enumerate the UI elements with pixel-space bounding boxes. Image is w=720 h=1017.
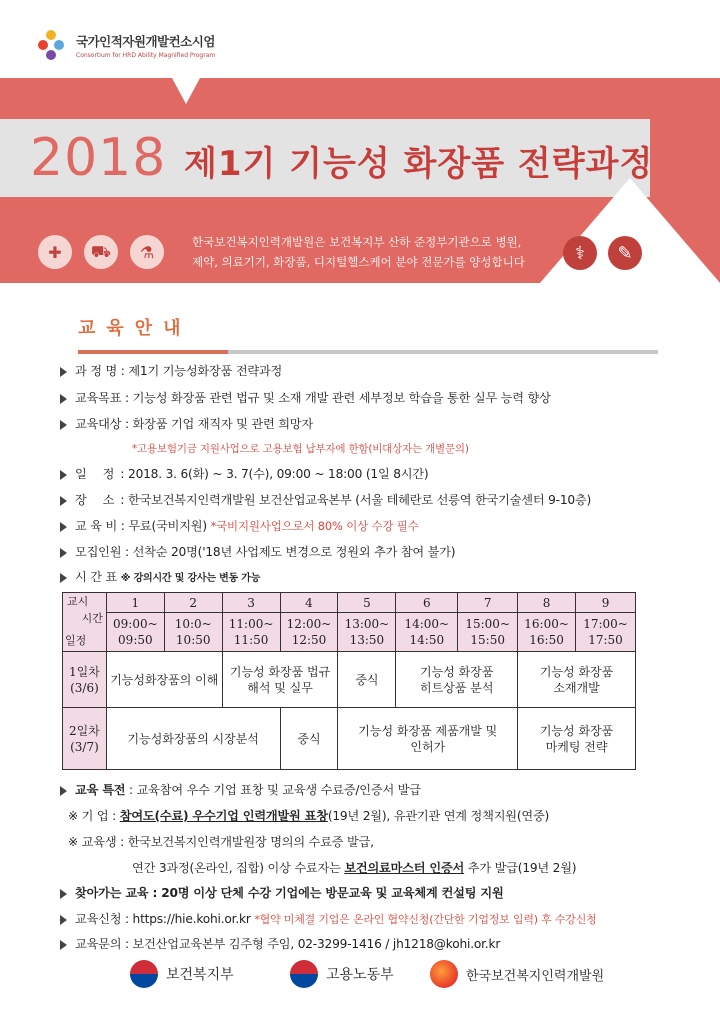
time-cell: 12:00~ 12:50 — [280, 613, 338, 652]
bullet-arrow-icon — [60, 915, 67, 925]
day1-session-4: 기능성 화장품 소재개발 — [518, 652, 636, 708]
info-fee: 교 육 비 : 무료(국비지원) *국비지원사업으로서 80% 이상 수강 필수 — [60, 517, 419, 534]
timetable-note: ※ 강의시간 및 강사는 변동 가능 — [120, 573, 261, 584]
consortium-logo-icon — [36, 28, 70, 62]
benefits-company — [68, 807, 549, 824]
period-cell: 2 — [164, 593, 222, 613]
consortium-subtitle: Consortium for HRD Ability Magnified Program — [76, 51, 216, 59]
student-value: 한국보건복지인력개발원장 명의의 수료증 발급, — [127, 835, 374, 849]
course-title: 제1기 기능성 화장품 전략과정 — [184, 144, 654, 184]
period-cell: 4 — [280, 593, 338, 613]
student-line2-pre: 연간 3과정(온라인, 집합) 이상 수료자는 — [132, 861, 341, 875]
corner-time: 시간 — [81, 612, 103, 625]
period-cell: 9 — [576, 593, 636, 613]
day2-lunch: 중식 — [280, 708, 338, 770]
period-cell: 8 — [518, 593, 576, 613]
period-cell: 5 — [338, 593, 396, 613]
schedule-table — [62, 592, 636, 770]
student-label: ※ 교육생 : — [68, 835, 124, 849]
footer-logo-mohw — [130, 960, 234, 988]
place-label: 장 소 — [75, 493, 121, 507]
consortium-logo — [36, 28, 215, 62]
bullet-arrow-icon — [60, 889, 67, 899]
time-cell: 17:00~ 17:50 — [576, 613, 636, 652]
benefits-value: : 교육참여 우수 기업 표창 및 교육생 수료증/인증서 발급 — [129, 783, 421, 797]
date-label: 일 정 — [75, 467, 121, 481]
recruit-label: 모집인원 — [75, 545, 122, 559]
bullet-arrow-icon — [60, 394, 67, 404]
student-line2-bold: 보건의료마스터 인증서 — [344, 861, 465, 875]
fee-label: 교 육 비 — [75, 519, 118, 533]
course-label: 과 정 명 — [75, 364, 118, 378]
day1-lunch: 중식 — [338, 652, 396, 708]
bullet-arrow-icon — [60, 786, 67, 796]
day1-session-2: 기능성 화장품 법규 해석 및 실무 — [222, 652, 338, 708]
place-value: 한국보건복지인력개발원 보건산업교육본부 (서울 테헤란로 선릉역 한국기술센터 9-10층) — [128, 493, 592, 507]
benefits — [60, 781, 421, 798]
bullet-arrow-icon — [60, 367, 67, 377]
syringe-icon: ✎ — [608, 236, 642, 270]
footer-org3: 한국보건복지인력개발원 — [466, 968, 605, 984]
footer-logo-kohi — [430, 960, 604, 988]
footer-logo-moel — [290, 960, 394, 988]
corner-day: 일정 — [65, 634, 87, 647]
student-line2-post: 추가 발급(19년 2월) — [467, 861, 577, 875]
benefits-label: 교육 특전 — [75, 783, 126, 797]
bullet-arrow-icon — [60, 548, 67, 558]
day1-row — [63, 652, 636, 708]
info-course: 과 정 명 : 제1기 기능성화장품 전략과정 — [60, 362, 282, 379]
bullet-arrow-icon — [60, 940, 67, 950]
goal-label: 교육목표 — [75, 391, 122, 405]
info-recruit: 모집인원 : 선착순 20명('18년 사업제도 변경으로 정원외 추가 참여 불가) — [60, 543, 455, 560]
benefits-student-line2 — [132, 859, 576, 876]
bandage-icon: ✚ — [38, 235, 72, 269]
banner-desc-line1: 한국보건복지인력개발원은 보건복지부 산하 준정부기관으로 병원, — [192, 235, 522, 249]
time-cell: 14:00~ 14:50 — [396, 613, 458, 652]
company-rest: (19년 2월), 유관기관 연계 정책지원(연중) — [327, 809, 550, 823]
apply-label: 교육신청 : https://hie.kohi.or.kr — [75, 912, 251, 926]
target-label: 교육대상 — [75, 417, 122, 431]
day2-label-cell: 2일차 (3/7) — [63, 708, 107, 770]
course-year: 2018 — [30, 128, 167, 188]
corner-cell — [63, 593, 107, 652]
visit-text: 찾아가는 교육 : 20명 이상 단체 수강 기업에는 방문교육 및 교육체계 컨설팅 지원 — [75, 886, 504, 900]
bullet-arrow-icon — [60, 522, 67, 532]
fee-note: *국비지원사업으로서 80% 이상 수강 필수 — [210, 519, 419, 533]
taeguk-icon — [290, 960, 318, 988]
date-value: 2018. 3. 6(화) ~ 3. 7(수), 09:00 ~ 18:00 (1일 8시간) — [128, 467, 429, 481]
period-cell: 3 — [222, 593, 280, 613]
time-cell: 09:00~ 09:50 — [106, 613, 164, 652]
day2-session-2: 기능성 화장품 제품개발 및 인허가 — [338, 708, 518, 770]
time-cell: 11:00~ 11:50 — [222, 613, 280, 652]
goal-value: 기능성 화장품 관련 법규 및 소재 개발 관련 세부정보 학습을 통한 실무 능력 향상 — [132, 391, 551, 405]
time-cell: 10:0~ 10:50 — [164, 613, 222, 652]
info-goal: 교육목표 : 기능성 화장품 관련 법규 및 소재 개발 관련 세부정보 학습을 통한 실무 능력 향상 — [60, 389, 551, 406]
info-timetable — [60, 568, 260, 585]
period-cell: 6 — [396, 593, 458, 613]
period-row — [63, 593, 636, 613]
banner-desc-line2: 제약, 의료기기, 화장품, 디지털헬스케어 분야 전문가를 양성합니다 — [192, 255, 525, 269]
visit-education — [60, 884, 504, 901]
day2-row — [63, 708, 636, 770]
section-rule — [78, 350, 658, 354]
company-bold: 참여도(수료) 우수기업 인력개발원 표창 — [119, 809, 328, 823]
ambulance-icon: ⛟ — [84, 235, 118, 269]
bullet-arrow-icon — [60, 420, 67, 430]
company-label: ※ 기 업 : — [68, 809, 117, 823]
consortium-name: 국가인적자원개발컨소시엄 — [76, 33, 215, 49]
contact-text: 교육문의 : 보건산업교육본부 김주형 주임, 02-3299-1416 / jh1218@kohi.or.kr — [75, 937, 501, 951]
insurance-note: *고용보험기금 지원사업으로 고용보험 납부자에 한함(비대상자는 개별문의) — [132, 443, 469, 455]
kohi-logo-icon — [430, 960, 458, 988]
period-cell: 7 — [458, 593, 518, 613]
period-cell: 1 — [106, 593, 164, 613]
banner-description — [192, 232, 537, 272]
medicine-bottle-icon: ⚗ — [130, 235, 164, 269]
banner-notch — [172, 78, 200, 104]
info-place: 장 소: 한국보건복지인력개발원 보건산업교육본부 (서울 테헤란로 선릉역 한국기술센터 9-10층) — [60, 491, 591, 508]
day1-session-3: 기능성 화장품 히트상품 분석 — [396, 652, 518, 708]
footer-org2: 고용노동부 — [326, 967, 394, 983]
time-cell: 15:00~ 15:50 — [458, 613, 518, 652]
bullet-arrow-icon — [60, 470, 67, 480]
time-cell: 13:00~ 13:50 — [338, 613, 396, 652]
benefits-student — [68, 833, 374, 850]
time-cell: 16:00~ 16:50 — [518, 613, 576, 652]
day2-session-1: 기능성화장품의 시장분석 — [106, 708, 280, 770]
day1-label-cell: 1일차 (3/6) — [63, 652, 107, 708]
bullet-arrow-icon — [60, 573, 67, 583]
section-title: 교육안내 — [78, 318, 192, 339]
target-value: 화장품 기업 재직자 및 관련 희망자 — [132, 417, 313, 431]
day2-session-3: 기능성 화장품 마케팅 전략 — [518, 708, 636, 770]
apply-note: *협약 미체결 기업은 온라인 협약신청(간단한 기업정보 입력) 후 수강신청 — [254, 913, 597, 926]
day1-session-1: 기능성화장품의 이해 — [106, 652, 222, 708]
corner-period: 교시 — [67, 595, 89, 608]
fee-value: 무료(국비지원) — [128, 519, 207, 533]
time-row — [63, 613, 636, 652]
bullet-arrow-icon — [60, 496, 67, 506]
recruit-value: 선착순 20명('18년 사업제도 변경으로 정원외 추가 참여 불가) — [132, 545, 456, 559]
info-date: 일 정: 2018. 3. 6(화) ~ 3. 7(수), 09:00 ~ 18:00 (1일 8시간) — [60, 465, 428, 482]
timetable-label: 시 간 표 — [75, 570, 118, 584]
taeguk-icon — [130, 960, 158, 988]
stethoscope-icon: ⚕ — [563, 236, 597, 270]
apply — [60, 910, 597, 927]
info-target: 교육대상 : 화장품 기업 재직자 및 관련 희망자 — [60, 415, 313, 432]
course-value: 제1기 기능성화장품 전략과정 — [128, 364, 283, 378]
contact — [60, 935, 500, 952]
footer-org1: 보건복지부 — [166, 967, 234, 983]
